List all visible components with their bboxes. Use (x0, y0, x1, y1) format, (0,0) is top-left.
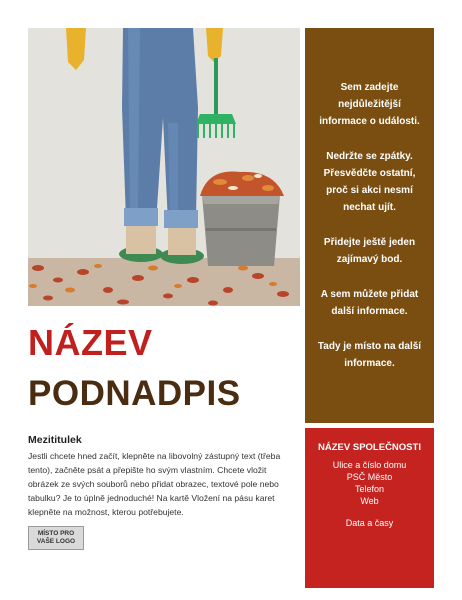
logo-placeholder[interactable] (28, 526, 84, 550)
person-with-rake-illustration (28, 28, 300, 306)
street-address: Ulice a číslo domu (332, 460, 407, 470)
website: Web (360, 496, 379, 506)
logo-placeholder-line-2: VAŠE LOGO (36, 538, 76, 545)
sidebar-paragraph: Sem zadejte nejdůležitější informace o události. (319, 82, 420, 127)
body-text: Jestli chcete hned začít, klepněte na libovolný zástupný text (třeba tento), začněte psát a přepište ho svým vlastním. Chcete vložit obrázek ze svých souborů nebo přidat obrazec, textové pole nebo tabulku? Je to úplně jednoduché! Na kartě Vložení na pásu karet klepněte na možnost, kterou potřebujete. (28, 451, 281, 517)
sidebar-paragraph: Přidejte ještě jeden zajímavý bod. (323, 237, 416, 265)
date-time: Data a časy (345, 518, 394, 528)
subheading: Mezititulek (28, 434, 82, 446)
flyer-title: NÁZEV (28, 322, 153, 363)
event-info-sidebar (305, 28, 434, 423)
logo-placeholder-line-1: MÍSTO PRO (37, 530, 75, 537)
phone: Telefon (354, 484, 385, 494)
flyer-subtitle: PODNADPIS (28, 374, 241, 413)
company-contact-box (305, 428, 434, 588)
company-name: NÁZEV SPOLEČNOSTI (318, 442, 421, 453)
sidebar-paragraph: Tady je místo na další informace. (317, 341, 422, 369)
sidebar-paragraph: A sem můžete přidat další informace. (320, 289, 419, 317)
postal-city: PSČ Město (346, 472, 393, 482)
sidebar-paragraph: Nedržte se zpátky. Přesvědčte ostatní, proč si akci nesmí nechat ujít. (323, 151, 416, 213)
hero-photo (28, 28, 300, 306)
